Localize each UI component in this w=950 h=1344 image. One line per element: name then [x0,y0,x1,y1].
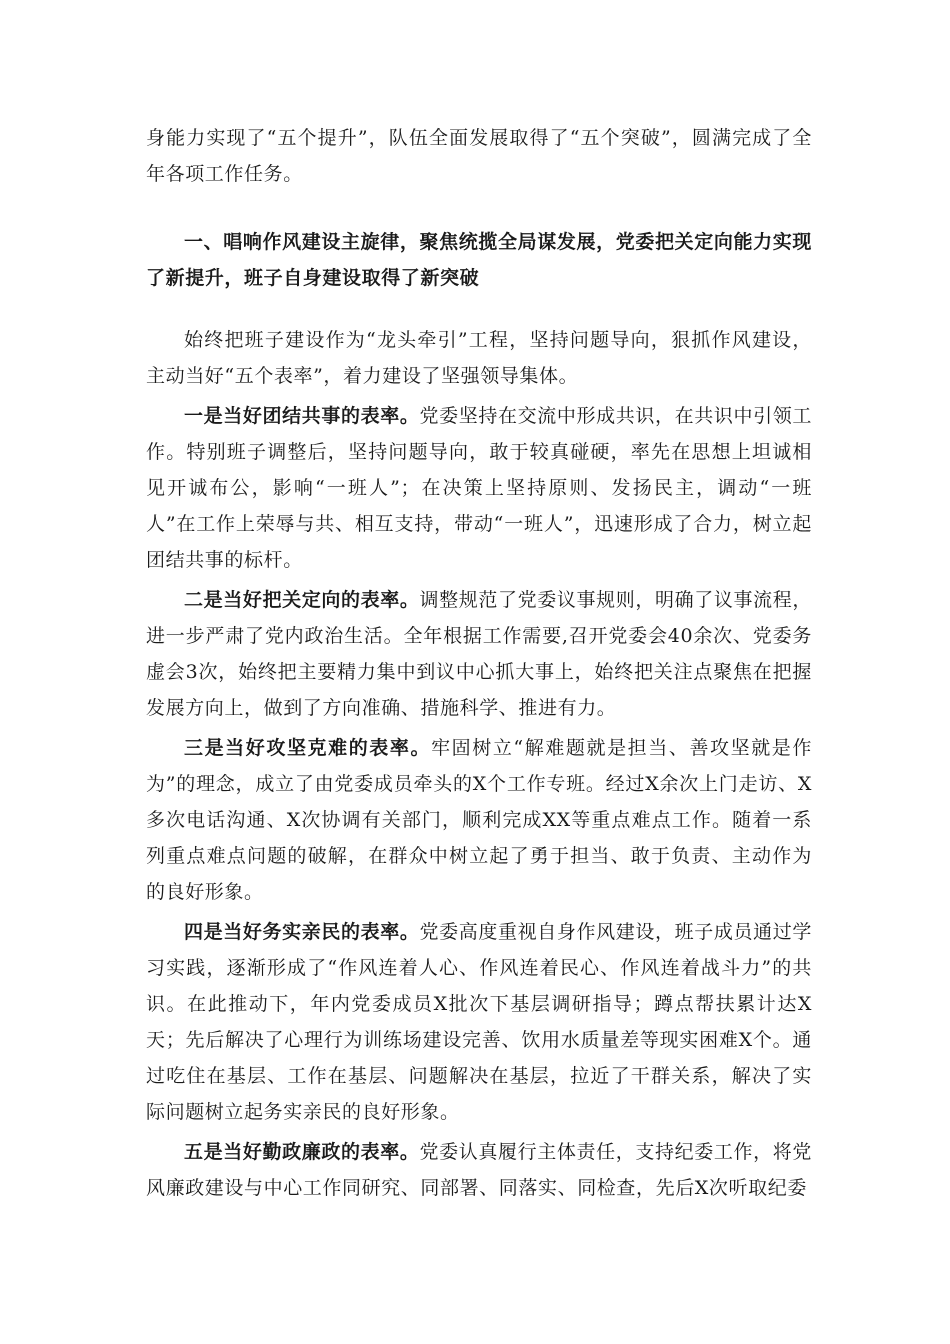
item-paragraph-1 [146,398,812,578]
document-body [146,120,812,1206]
section-intro-paragraph: 始终把班子建设作为“龙头牵引”工程，坚持问题导向，狠抓作风建设，主动当好“五个表率”，着力建设了坚强领导集体。 [146,329,812,387]
item-lead-4: 四是当好务实亲民的表率。 [184,921,420,943]
item-body-2: 调整规范了党委议事规则，明确了议事流程，进一步严肃了党内政治生活。全年根据工作需要,召开党委会40余次、党委务虚会3次，始终把主要精力集中到议中心抓大事上，始终把关注点聚焦在把握发展方向上，做到了方向准确、措施科学、推进有力。 [146,589,812,719]
item-paragraph-3 [146,730,812,910]
intro-paragraph: 身能力实现了“五个提升”，队伍全面发展取得了“五个突破”，圆满完成了全年各项工作任务。 [146,127,812,185]
item-lead-1: 一是当好团结共事的表率。 [184,405,420,427]
item-paragraph-2 [146,582,812,726]
item-body-5: 党委认真履行主体责任，支持纪委工作，将党风廉政建设与中心工作同研究、同部署、同落实、同检查，先后X次听取纪委 [146,1141,812,1199]
item-body-1: 党委坚持在交流中形成共识，在共识中引领工作。特别班子调整后，坚持问题导向，敢于较真碰硬，率先在思想上坦诚相见开诚布公，影响“一班人”；在决策上坚持原则、发扬民主，调动“一班人”在工作上荣辱与共、相互支持，带动“一班人”，迅速形成了合力，树立起团结共事的标杆。 [146,405,812,571]
item-lead-3: 三是当好攻坚克难的表率。 [184,737,432,759]
item-lead-2: 二是当好把关定向的表率。 [184,589,420,611]
item-lead-5: 五是当好勤政廉政的表率。 [184,1141,420,1163]
item-body-3: 牢固树立“解难题就是担当、善攻坚就是作为”的理念，成立了由党委成员牵头的X个工作专班。经过X余次上门走访、X多次电话沟通、X次协调有关部门，顺利完成XX等重点难点工作。随着一系列重点难点问题的破解，在群众中树立起了勇于担当、敢于负责、主动作为的良好形象。 [146,737,812,903]
item-paragraph-5 [146,1134,812,1206]
section-heading: 一、唱响作风建设主旋律，聚焦统揽全局谋发展，党委把关定向能力实现了新提升，班子自身建设取得了新突破 [146,231,812,289]
item-paragraph-4 [146,914,812,1130]
item-body-4: 党委高度重视自身作风建设，班子成员通过学习实践，逐渐形成了“作风连着人心、作风连着民心、作风连着战斗力”的共识。在此推动下，年内党委成员X批次下基层调研指导；蹲点帮扶累计达X天；先后解决了心理行为训练场建设完善、饮用水质量差等现实困难X个。通过吃住在基层、工作在基层、问题解决在基层，拉近了干群关系，解决了实际问题树立起务实亲民的良好形象。 [146,921,812,1123]
